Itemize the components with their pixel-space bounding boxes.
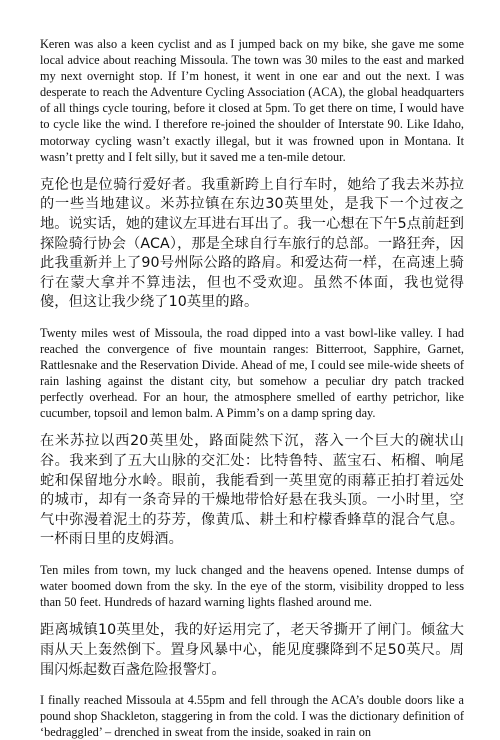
paragraph-english-4: I finally reached Missoula at 4.55pm and fell through the ACA’s double doors like a pound shop Shackleton, staggering in from the cold. I was the dictionary definition of ‘bedraggled’ – drenched in sweat from the inside, soaked in rain on — [40, 693, 464, 740]
paragraph-chinese-2: 在米苏拉以西20英里处，路面陡然下沉，落入一个巨大的碗状山谷。我来到了五大山脉的交汇处：比特鲁特、蓝宝石、柘榴、响尾蛇和保留地分水岭。眼前，我能看到一英里宽的雨幕正拍打着远处的城市，却有一条奇异的干燥地带恰好悬在我头顶。一小时里，空气中弥漫着泥土的芬芳，像黄瓜、耕土和柠檬香蜂草的混合气息。一杯雨日里的皮姆酒。 — [40, 433, 464, 548]
document-page — [40, 36, 464, 740]
paragraph-chinese-3: 距离城镇10英里处，我的好运用完了，老天爷撕开了闸门。倾盆大雨从天上轰然倒下。置身风暴中心，能见度骤降到不足50英尺。周围闪烁起数百盏危险报警灯。 — [40, 622, 464, 678]
paragraph-english-2: Twenty miles west of Missoula, the road dipped into a vast bowl-like valley. I had reached the convergence of five mountain ranges: Bitterroot, Sapphire, Garnet, Rattlesnake and the Reservation Divide. Ahead of me, I could see mile-wide sheets of rain lashing against the distant city, but somehow a peculiar dry patch tracked perfectly overhead. For an hour, the atmosphere smelled of earthy petrichor, like cucumber, topsoil and lemon balm. A Pimm’s on a damp spring day. — [40, 325, 464, 421]
paragraph-chinese-1: 克伦也是位骑行爱好者。我重新跨上自行车时，她给了我去米苏拉的一些当地建议。米苏拉镇在东边30英里处，是我下一个过夜之地。说实话，她的建议左耳进右耳出了。我一心想在下午5点前赶到探险骑行协会（ACA），那是全球自行车旅行的总部。一路狂奔，因此我重新并上了90号州际公路的路肩。和爱达荷一样，在高速上骑行在蒙大拿并不算违法，但也不受欢迎。虽然不体面，我也觉得傻，但这让我少绕了10英里的路。 — [40, 176, 464, 311]
paragraph-english-1: Keren was also a keen cyclist and as I jumped back on my bike, she gave me some local advice about reaching Missoula. The town was 30 miles to the east and marked my next overnight stop. If I’m honest, it went in one ear and out the next. I was desperate to reach the Adventure Cycling Association (ACA), the global headquarters of all things cycle touring, before it closed at 5pm. To get there on time, I would have to cycle like the wind. I therefore re-joined the shoulder of Interstate 90. Like Idaho, motorway cycling wasn’t exactly illegal, but it was frowned upon in Montana. It wasn’t pretty and I felt silly, but it saved me a ten-mile detour. — [40, 37, 464, 164]
paragraph-english-3: Ten miles from town, my luck changed and the heavens opened. Intense dumps of water boomed down from the sky. In the eye of the storm, visibility dropped to less than 50 feet. Hundreds of hazard warning lights flashed around me. — [40, 563, 464, 610]
